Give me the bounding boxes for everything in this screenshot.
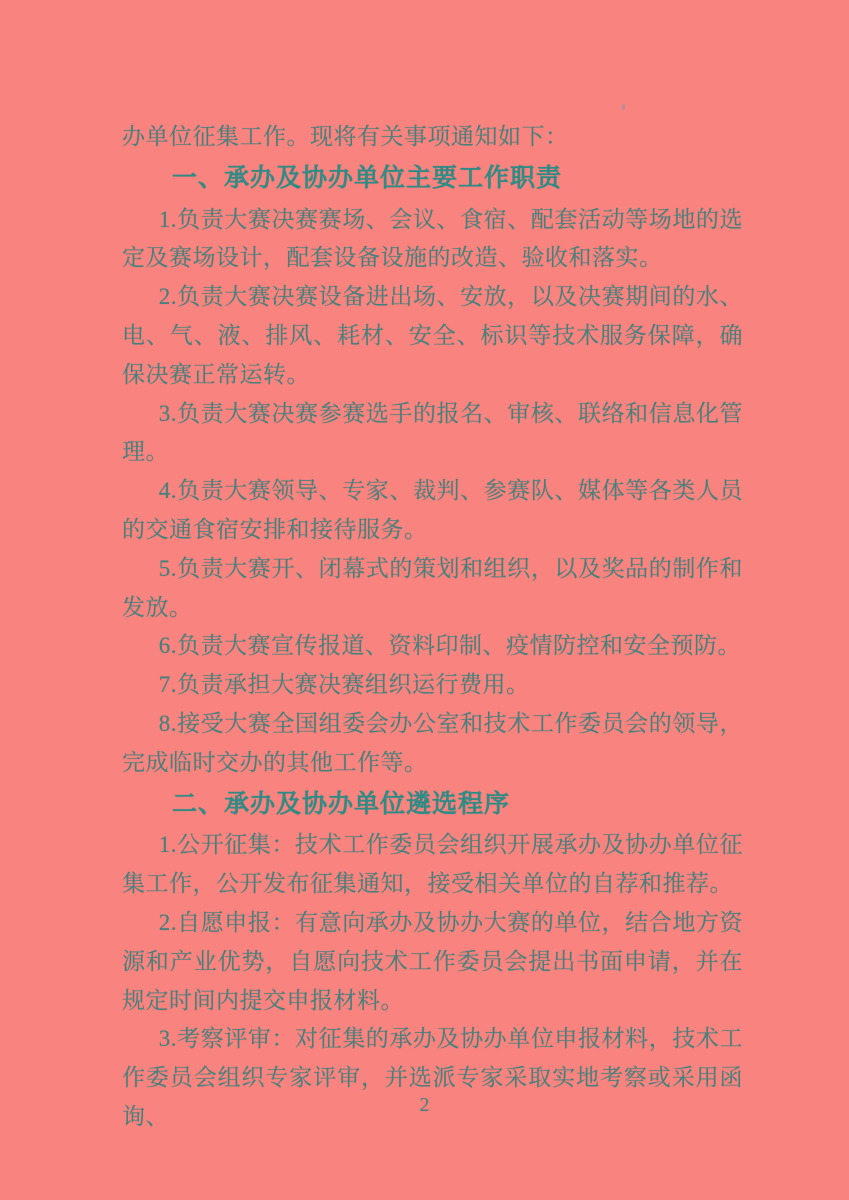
duty-item-4: 4.负责大赛领导、专家、裁判、参赛队、媒体等各类人员的交通食宿安排和接待服务。 bbox=[122, 478, 743, 542]
section-heading-2: 二、承办及协办单位遴选程序 bbox=[172, 789, 511, 818]
document-text-column bbox=[122, 118, 743, 1137]
page-number: 2 bbox=[419, 1094, 430, 1116]
continuation-paragraph: 办单位征集工作。现将有关事项通知如下： bbox=[122, 124, 569, 149]
scan-artifact-speck bbox=[621, 104, 625, 110]
duty-item-5: 5.负责大赛开、闭幕式的策划和组织，以及奖品的制作和发放。 bbox=[122, 555, 743, 620]
procedure-item-3: 3.考察评审：对征集的承办及协办单位申报材料，技术工作委员会组织专家评审，并选派专家采取实地考察或采用函询、 bbox=[122, 1026, 743, 1129]
procedure-item-2: 2.自愿申报：有意向承办及协办大赛的单位，结合地方资源和产业优势，自愿向技术工作委员会提出书面申请，并在规定时间内提交申报材料。 bbox=[122, 909, 743, 1013]
duty-item-8: 8.接受大赛全国组委会办公室和技术工作委员会的领导，完成临时交办的其他工作等。 bbox=[122, 710, 743, 775]
duty-item-1: 1.负责大赛决赛赛场、会议、食宿、配套活动等场地的选定及赛场设计，配套设备设施的改造、验收和落实。 bbox=[122, 206, 743, 271]
procedure-item-1: 1.公开征集：技术工作委员会组织开展承办及协办单位征集工作，公开发布征集通知，接受相关单位的自荐和推荐。 bbox=[122, 832, 743, 897]
duty-item-7: 7.负责承担大赛决赛组织运行费用。 bbox=[158, 672, 530, 698]
duty-item-2: 2.负责大赛决赛设备进出场、安放，以及决赛期间的水、电、气、液、排风、耗材、安全、标识等技术服务保障，确保决赛正常运转。 bbox=[122, 284, 743, 387]
section-heading-1: 一、承办及协办单位主要工作职责 bbox=[172, 163, 563, 192]
duty-item-6: 6.负责大赛宣传报道、资料印制、疫情防控和安全预防。 bbox=[158, 633, 742, 659]
duty-item-3: 3.负责大赛决赛参赛选手的报名、审核、联络和信息化管理。 bbox=[122, 400, 743, 465]
